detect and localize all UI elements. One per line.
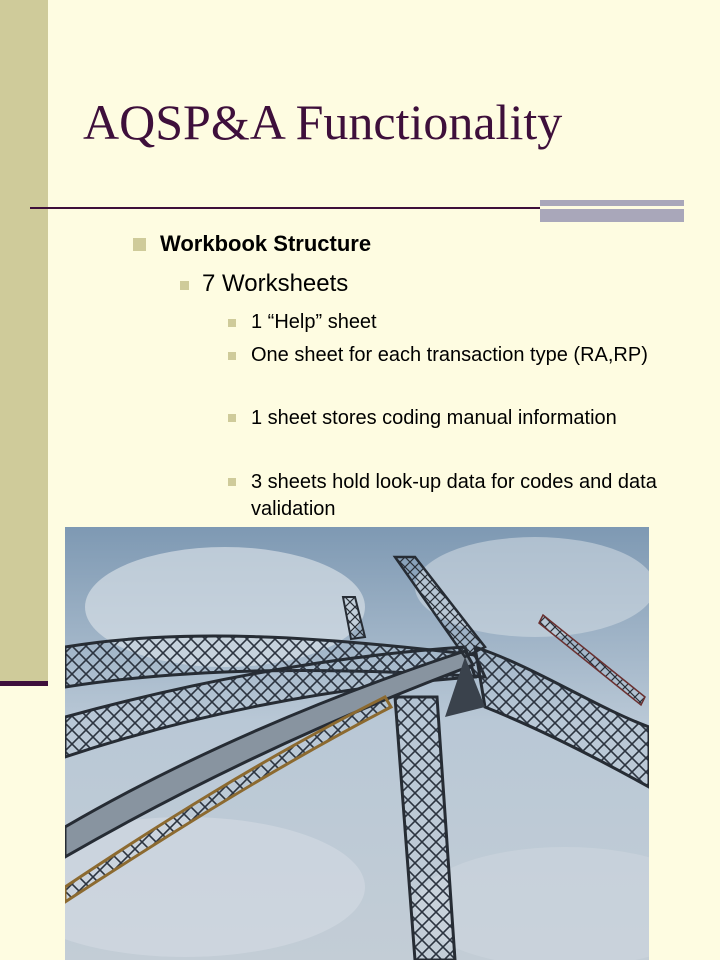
bullet-level1: Workbook Structure (160, 231, 372, 256)
bullet-level3-item: 1 “Help” sheet (251, 311, 377, 333)
bullet-square-icon (228, 352, 236, 360)
tower-structure-photo (65, 527, 649, 960)
bullet-square-icon (228, 414, 236, 422)
bullet-square-icon (133, 238, 146, 251)
bullet-square-icon (228, 319, 236, 327)
slide-title: AQSP&A Functionality (83, 94, 563, 150)
bullet-square-icon (180, 281, 189, 290)
bullet-level3-item: 1 sheet stores coding manual information (251, 407, 617, 429)
bullet-level2: 7 Worksheets (202, 270, 349, 297)
bullet-square-icon (228, 478, 236, 486)
bullet-level3-item: 3 sheets hold look-up data for codes and data validation (251, 471, 657, 520)
bullet-level3-item: One sheet for each transaction type (RA,RP) (251, 344, 648, 366)
